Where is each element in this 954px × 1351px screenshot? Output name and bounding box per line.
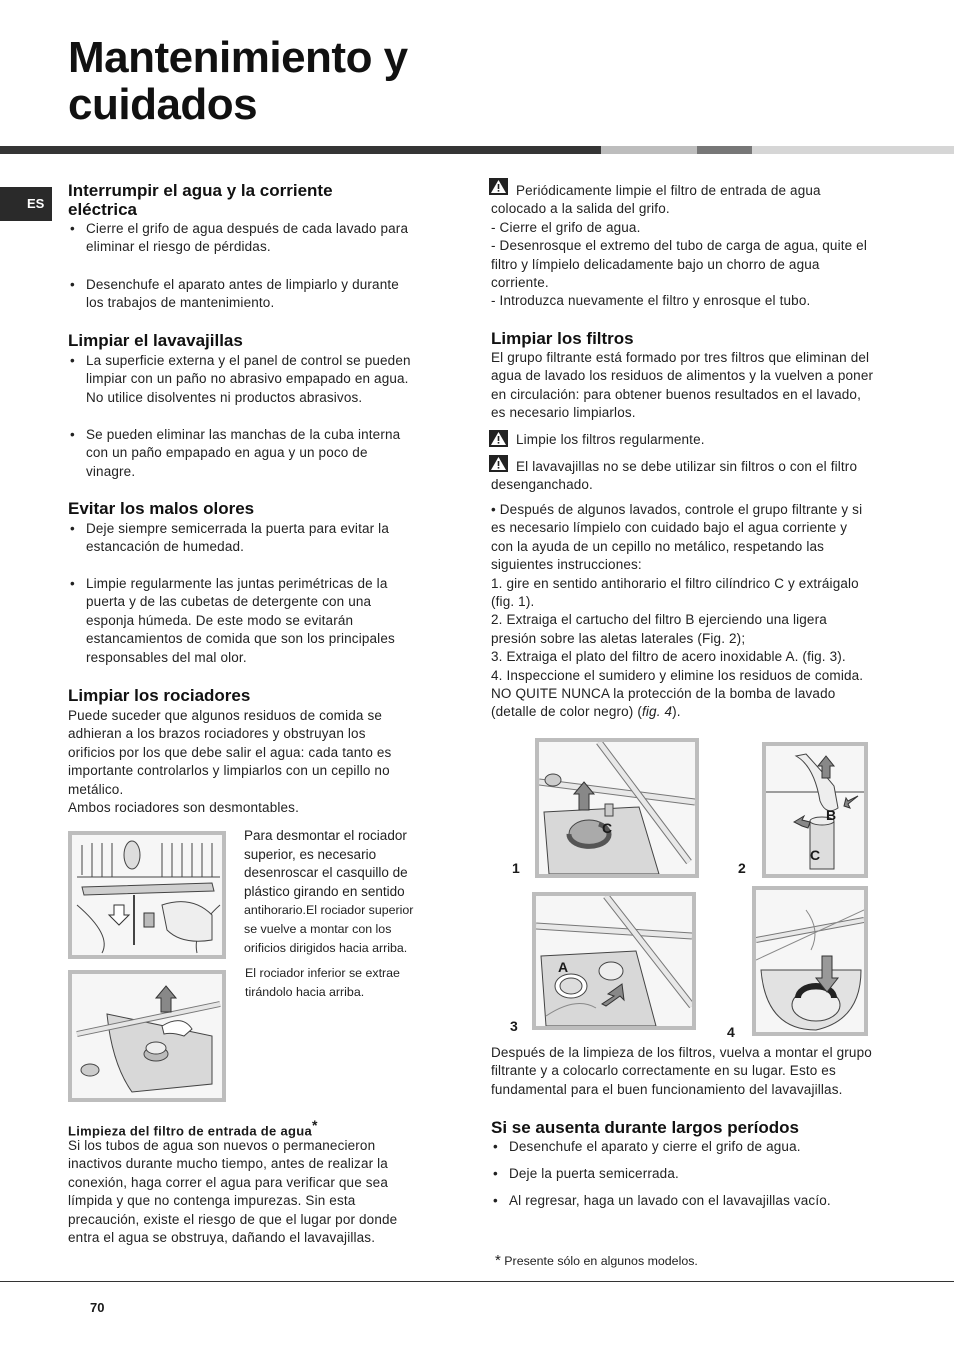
list-item: • Limpie regularmente las juntas perimétricas de la puerta y de las cubetas de detergente con una esponja húmeda. De este modo se evitarán estancamientos de comida que son los principales responsables del mal olor. [68, 575, 395, 667]
filter-figure-4 [752, 886, 868, 1036]
section-title-water-power: Interrumpir el agua y la corriente eléctrica [68, 181, 333, 219]
header-bar-mid [697, 146, 752, 154]
figure-number-4: 4 [727, 1024, 735, 1040]
inlet-filter-warning: Periódicamente limpie el filtro de entrada de agua colocado a la salida del grifo. - Cierre el grifo de agua. - Desenrosque el extremo del tubo de carga de agua, quite el filtro y límpielo delicadamente bajo un chorro de agua corriente. - Introduzca nuevamente el filtro y enrosque el tubo. [491, 183, 867, 309]
label-c: C [602, 820, 613, 836]
page-title [68, 34, 408, 128]
list-item: • Desenchufe el aparato y cierre el grifo de agua. [491, 1138, 801, 1156]
upper-spray-arm-illustration [68, 831, 226, 959]
title-line-1: Mantenimiento y [68, 33, 408, 82]
warning-icon [489, 430, 508, 447]
footnote: * Presente sólo en algunos modelos. [495, 1252, 698, 1269]
section-title-spray-arms: Limpiar los rociadores [68, 686, 251, 705]
filter-instructions: • Después de algunos lavados, controle el grupo filtrante y si es necesario límpielo con cuidado bajo el agua corriente y con la ayuda de un cepillo no metálico, respetando las siguientes instrucciones: 1. gire en sentido antihorario el filtro cilíndrico C y extráigalo (fig. 1). 2. Extraiga el cartucho del filtro B ejerciendo una ligera presión sobre las aletas laterales (Fig. 2); 3. Extraiga el plato del filtro de acero inoxidable A. (fig. 3). 4. Inspeccione el sumidero y elimine los residuos de comida. NO QUITE NUNCA la protección de la bomba de lavado (detalle de color negro) (fig. 4). [491, 502, 864, 720]
after-cleaning-paragraph: Después de la limpieza de los filtros, vuelva a montar el grupo filtrante y a colocarlo correctamente en su lugar. Esto es fundamental para el buen funcionamiento del lavavajillas. [491, 1045, 872, 1097]
list-item: • Cierre el grifo de agua después de cada lavado para eliminar el riesgo de pérdidas. [68, 220, 408, 257]
spray-arms-paragraph: Puede suceder que algunos residuos de comida se adhieran a los brazos rociadores y obstruyan los orificios por los que debe salir el agua: cada tanto es importante controlarlos y limpiarlos con un cepillo no metálico. Ambos rociadores son desmontables. [68, 708, 392, 816]
section-title-inlet-filter: Limpieza del filtro de entrada de agua* [68, 1117, 318, 1139]
list-item: • La superficie externa y el panel de control se pueden limpiar con un paño no abrasivo empapado en agua. No utilice disolventes ni productos abrasivos. [68, 352, 411, 407]
header-bar-light [752, 146, 954, 154]
title-line-2: cuidados [68, 80, 258, 129]
label-c: C [810, 847, 821, 863]
filters-intro-paragraph: El grupo filtrante está formado por tres filtros que eliminan del agua de lavado los residuos de alimentos y la vuelven a poner en circulación: para obtener buenos resultados en el lavado, es necesario limpiarlos. [491, 350, 874, 421]
upper-spray-arm-caption: Para desmontar el rociador superior, es necesario desenroscar el casquillo de plástico girando en sentido antihorario.El rociador superior se vuelve a montar con los orificios dirigidos hacia arriba. [244, 828, 414, 955]
header-bar-grey [601, 146, 697, 154]
inlet-filter-paragraph: Si los tubos de agua son nuevos o permanecieron inactivos durante mucho tiempo, antes de realizar la conexión, haga correr el agua para verificar que sea límpida y que no contenga impurezas. Sin esta precaución, existe el riesgo de que el lugar por donde entra el agua se obstruya, dañando el lavavajillas. [68, 1138, 398, 1246]
list-item: • Deje la puerta semicerrada. [491, 1165, 679, 1183]
header-bar-dark [0, 146, 601, 154]
figure-number-3: 3 [510, 1018, 518, 1034]
label-a: A [558, 959, 569, 975]
lower-spray-arm-caption: El rociador inferior se extrae tirándolo hacia arriba. [245, 966, 400, 999]
figure-number-1: 1 [512, 860, 520, 876]
section-title-clean-filters: Limpiar los filtros [491, 329, 634, 348]
list-item: • Se pueden eliminar las manchas de la cuba interna con un paño empapado en agua y un poco de vinagre. [68, 426, 400, 481]
figure-number-2: 2 [738, 860, 746, 876]
section-title-odours: Evitar los malos olores [68, 499, 255, 518]
label-b: B [826, 807, 837, 823]
list-item: • Desenchufe el aparato antes de limpiarlo y durante los trabajos de mantenimiento. [68, 276, 399, 313]
language-tab: ES [0, 187, 52, 221]
lower-spray-arm-illustration [68, 970, 226, 1102]
clean-regularly-warning: Limpie los filtros regularmente. [516, 432, 705, 447]
no-filters-warning: El lavavajillas no se debe utilizar sin filtros o con el filtro desenganchado. [491, 459, 858, 493]
filter-figure-1 [535, 738, 699, 878]
list-item: • Deje siempre semicerrada la puerta para evitar la estancación de humedad. [68, 520, 389, 557]
footer-rule [0, 1281, 954, 1282]
section-title-away: Si se ausenta durante largos períodos [491, 1118, 799, 1137]
section-title-clean-dishwasher: Limpiar el lavavajillas [68, 331, 243, 350]
filter-figure-3 [532, 892, 696, 1030]
page-number: 70 [90, 1300, 105, 1315]
list-item: • Al regresar, haga un lavado con el lavavajillas vacío. [491, 1192, 831, 1210]
